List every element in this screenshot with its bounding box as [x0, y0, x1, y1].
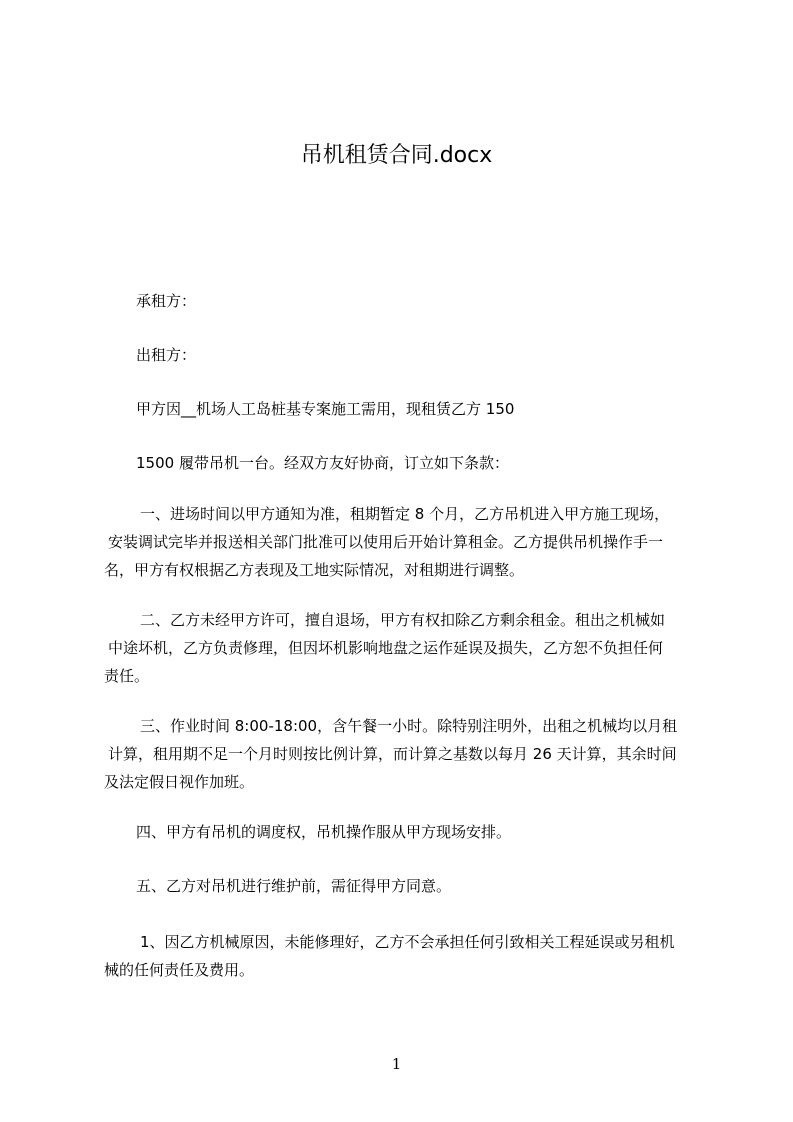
text-line: 二、乙方未经甲方许可，擅自退场，甲方有权扣除乙方剩余租金。租出之机械如 [140, 611, 666, 629]
text-line: 安装调试完毕并报送相关部门批准可以使用后开始计算租金。乙方提供吊机操作手一 [108, 533, 664, 551]
text-line: 一、进场时间以甲方通知为准，租期暂定 8 个月，乙方吊机进入甲方施工现场， [140, 505, 670, 523]
clause-1 [104, 500, 712, 584]
text-line: 1、因乙方机械原因，未能修理好，乙方不会承担任何引致相关工程延误或另租机 [140, 933, 675, 951]
paragraph-agreement [104, 449, 712, 477]
text-line: 承租方： [136, 292, 197, 310]
paragraph-lessor [104, 341, 712, 369]
clause-3 [104, 712, 712, 796]
text-line: 及法定假日视作加班。 [104, 773, 255, 791]
text-line: 出租方： [136, 346, 197, 364]
text-line: 计算，租用期不足一个月时则按比例计算，而计算之基数以每月 26 天计算，其余时间 [108, 745, 677, 763]
text-line: 四、甲方有吊机的调度权，吊机操作服从甲方现场安排。 [136, 823, 512, 841]
paragraph-lessee [104, 287, 712, 315]
clause-4 [104, 818, 712, 846]
text-line: 三、作业时间 8:00-18:00，含午餐一小时。除特别注明外，出租之机械均以月租 [140, 717, 678, 735]
page-number: 1 [391, 1055, 402, 1073]
text-line: 械的任何责任及费用。 [104, 961, 255, 979]
text-line: 名，甲方有权根据乙方表现及工地实际情况，对租期进行调整。 [104, 561, 525, 579]
text-line: 责任。 [104, 667, 150, 685]
clause-5-item-1 [104, 928, 712, 984]
document-title: 吊机租赁合同.docx [300, 143, 493, 168]
text-line: 五、乙方对吊机进行维护前，需征得甲方同意。 [136, 877, 452, 895]
text-line: 1500 履带吊机一台。经双方友好协商，订立如下条款： [136, 454, 509, 472]
text-line: 中途坏机，乙方负责修理，但因坏机影响地盘之运作延误及损失，乙方恕不负担任何 [108, 639, 664, 657]
text-line: 甲方因__机场人工岛桩基专案施工需用，现租赁乙方 150 [136, 400, 515, 418]
clause-5 [104, 872, 712, 900]
paragraph-purpose [104, 395, 712, 423]
clause-2 [104, 606, 712, 690]
